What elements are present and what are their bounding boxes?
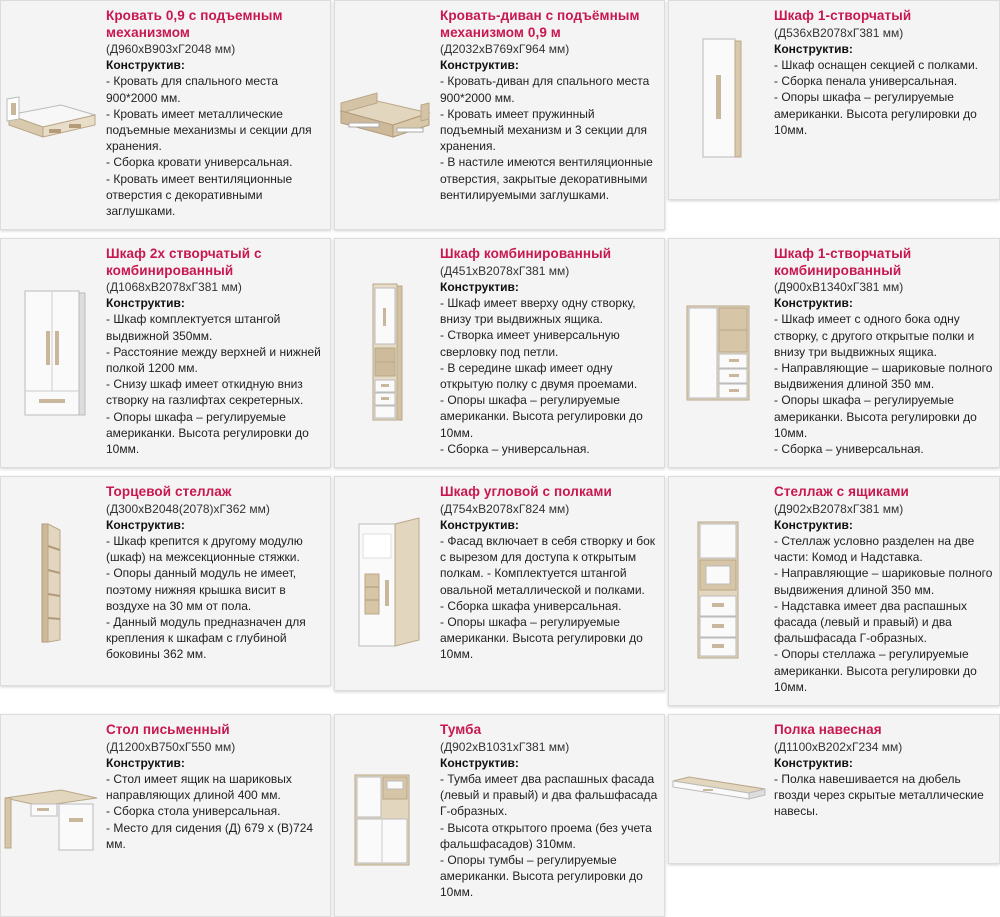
construct-label: Конструктив: [106, 755, 185, 770]
spec-line: - Опоры стеллажа – регулируемые американки. Высота регулировки до 10мм. [774, 647, 977, 694]
spec-line: - Кровать-диван для спального места 900*2000 мм. [440, 74, 650, 105]
product-title: Стеллаж с ящиками [774, 484, 909, 499]
product-dimensions: (Д2032хВ769хГ964 мм) [440, 42, 570, 56]
product-card-combined-wardrobe [668, 238, 1000, 468]
spec-line: - Стеллаж условно разделен на две части: Комод и Надставка. [774, 533, 975, 565]
spec-line: - Кровать для спального места 900*2000 мм. [106, 74, 279, 105]
spec-line: - Расстояние между верхней и нижней полкой 1200 мм. [106, 344, 321, 376]
construct-label: Конструктив: [106, 58, 185, 73]
product-dimensions: (Д1068хВ2078хГ381 мм) [106, 280, 242, 294]
spec-line: - Опоры тумбы – регулируемые американки. Высота регулировки до 10мм. [440, 852, 643, 900]
product-card-wardrobe-1 [668, 0, 1000, 200]
corner-wardrobe-icon [335, 477, 435, 690]
product-dimensions: (Д902хВ2078хГ381 мм) [774, 501, 904, 516]
bed-icon [1, 1, 101, 229]
product-title: Шкаф 2х створчатый с комбинированный [106, 246, 262, 278]
product-dimensions: (Д1100хВ202хГ234 мм) [774, 739, 903, 754]
wall-shelf-icon [669, 715, 769, 863]
combined-wardrobe-icon [669, 239, 769, 467]
construct-label: Конструктив: [440, 58, 519, 73]
spec-line: - Кровать имеет вентиляционные отверстия с декоративными заглушками. [106, 171, 293, 219]
spec-line: - Сборка – универсальная. [440, 441, 590, 456]
construct-label: Конструктив: [440, 517, 519, 532]
spec-line: - Опоры шкафа – регулируемые американки. Высота регулировки до 10мм. [774, 393, 977, 440]
spec-line: - Место для сидения (Д) 679 х (В)724 мм. [106, 820, 314, 851]
spec-line: - Надставка имеет два распашных фасада (левый и правый) и два фальшфасада Г-образных. [774, 598, 967, 646]
product-card-end-shelf [0, 476, 331, 686]
product-title: Торцевой стеллаж [106, 484, 232, 499]
product-dimensions: (Д300хВ2048(2078)хГ362 мм) [106, 501, 270, 516]
product-title: Тумба [440, 722, 482, 737]
spec-line: - Данный модуль предназначен для крепления к шкафам с глубиной боковины 362 мм. [106, 614, 306, 662]
shelving-drawers-icon [669, 477, 769, 705]
wardrobe-2-door-icon [1, 239, 101, 467]
construct-label: Конструктив: [106, 296, 185, 311]
product-title: Кровать-диван с подъёмным механизмом 0,9 м [440, 8, 640, 40]
construct-label: Конструктив: [774, 755, 853, 770]
product-dimensions: (Д754хВ2078хГ824 мм) [440, 501, 570, 516]
spec-line: - Опоры шкафа – регулируемые американки. Высота регулировки до 10мм. [440, 393, 643, 440]
spec-line: - Опоры шкафа – регулируемые американки. Высота регулировки до 10мм. [106, 409, 309, 457]
spec-line: - Створка имеет универсальную сверловку под петли. [440, 328, 620, 359]
product-card-cabinet [334, 714, 665, 917]
spec-line: - Сборка – универсальная. [774, 442, 924, 457]
spec-line: - Стол имеет ящик на шариковых направляющих длиной 400 мм. [106, 771, 292, 803]
combined-cabinet-icon [335, 239, 435, 467]
spec-line: - Кровать имеет металлические подъемные механизмы и секции для хранения. [106, 106, 312, 154]
spec-line: - Сборка шкафа универсальная. [440, 598, 622, 613]
product-dimensions: (Д960хВ903хГ2048 мм) [106, 42, 236, 56]
spec-line: - Высота открытого проема (без учета фальшфасадов) 310мм. [440, 820, 652, 851]
product-title: Кровать 0,9 с подъемным механизмом [106, 8, 283, 40]
spec-line: - Опоры шкафа – регулируемые американки. Высота регулировки до 10мм. [774, 90, 977, 137]
product-title: Стол письменный [106, 722, 230, 737]
product-card-desk [0, 714, 331, 917]
wardrobe-1-door-icon [669, 1, 769, 199]
product-dimensions: (Д1200хВ750хГ550 мм) [106, 739, 236, 754]
spec-line: - Опоры шкафа – регулируемые американки. Высота регулировки до 10мм. [440, 614, 643, 662]
product-card-bed [0, 0, 331, 230]
construct-label: Конструктив: [774, 41, 853, 56]
construct-label: Конструктив: [106, 517, 185, 532]
spec-line: - Сборка пенала универсальная. [774, 74, 958, 89]
spec-line: - Шкаф имеет с одного бока одну створку, с другого открытые полки и внизу три выдвижных ящика. [774, 312, 975, 359]
product-card-sofa-bed [334, 0, 665, 230]
spec-line: - Кровать имеет пружинный подъемный механизм и 3 секции для хранения. [440, 106, 648, 154]
product-card-wall-shelf [668, 714, 1000, 864]
end-shelf-icon [1, 477, 101, 685]
product-title: Шкаф 1-створчатый комбинированный [774, 246, 912, 278]
product-dimensions: (Д900хВ1340хГ381 мм) [774, 280, 904, 294]
construct-label: Конструктив: [440, 279, 519, 294]
spec-line: - В середине шкаф имеет одну открытую полку с двумя проемами. [440, 360, 638, 391]
spec-line: - В настиле имеются вентиляционные отверстия, закрытые декоративными вентилируемыми заглушками. [440, 155, 653, 202]
product-dimensions: (Д536хВ2078хГ381 мм) [774, 25, 904, 40]
construct-label: Конструктив: [774, 517, 853, 532]
sofa-bed-icon [335, 1, 435, 229]
spec-line: - Направляющие – шариковые полного выдвижения длиной 350 мм. [774, 361, 993, 392]
spec-line: - Направляющие – шариковые полного выдвижения длиной 350 мм. [774, 566, 993, 597]
spec-line: - Сборка стола универсальная. [106, 804, 281, 819]
product-card-shelving-drawers [668, 476, 1000, 706]
product-dimensions: (Д451хВ2078хГ381 мм) [440, 263, 570, 278]
spec-line: - Шкаф оснащен секцией с полками. [774, 57, 978, 72]
spec-line: - Шкаф имеет вверху одну створку, внизу три выдвижных ящика. [440, 295, 636, 327]
product-dimensions: (Д902хВ1031хГ381 мм) [440, 739, 570, 754]
product-card-combined-cabinet [334, 238, 665, 468]
spec-line: - Сборка кровати универсальная. [106, 155, 293, 170]
product-title: Шкаф угловой с полками [440, 484, 612, 499]
spec-line: - Тумба имеет два распашных фасада (левый и правый) и два фальшфасада Г-образных. [440, 771, 658, 819]
product-title: Шкаф 1-створчатый [774, 8, 912, 23]
construct-label: Конструктив: [774, 296, 853, 311]
desk-icon [1, 715, 101, 916]
product-card-wardrobe-2 [0, 238, 331, 468]
spec-line: - Фасад включает в себя створку и бок с вырезом для доступа к открытым полкам. - Комплектуется штангой овальной металлической и полками. [440, 533, 655, 597]
spec-line: - Снизу шкаф имеет откидную вниз створку на газлифтах секретерных. [106, 377, 304, 408]
spec-line: - Полка навешивается на дюбель гвозди через скрытые металлические навесы. [774, 771, 984, 819]
construct-label: Конструктив: [440, 755, 519, 770]
product-title: Шкаф комбинированный [440, 246, 612, 261]
product-card-corner-wardrobe [334, 476, 665, 691]
spec-line: - Опоры данный модуль не имеет, поэтому нижняя крышка висит в воздухе на 30 мм от пола. [106, 566, 297, 613]
spec-line: - Шкаф комплектуется штангой выдвижной 350мм. [106, 312, 281, 343]
product-title: Полка навесная [774, 722, 882, 737]
spec-line: - Шкаф крепится к другому модулю (шкаф) на межсекционные стяжки. [106, 533, 303, 565]
cabinet-icon [335, 715, 435, 916]
